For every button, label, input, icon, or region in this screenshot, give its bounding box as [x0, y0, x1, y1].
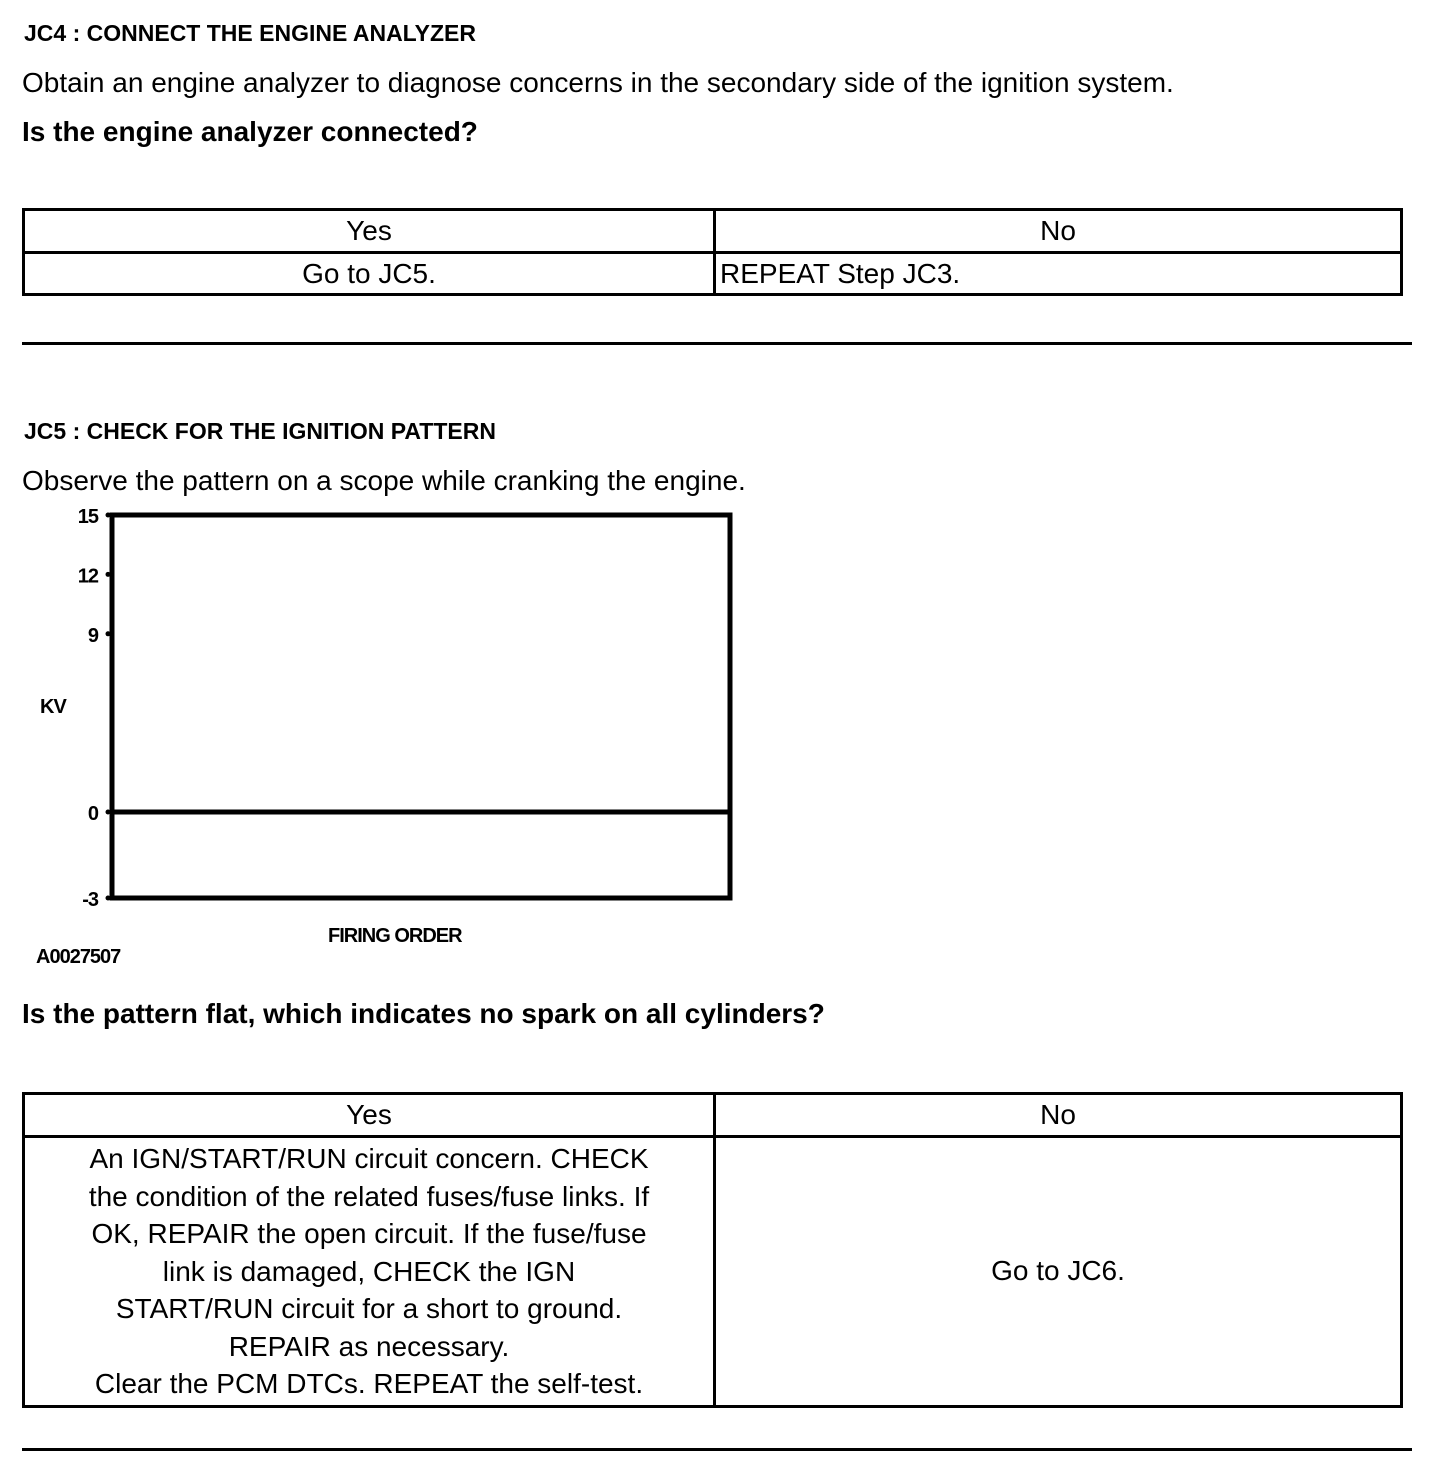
cell-no: Go to JC6.: [715, 1137, 1402, 1407]
y-tick-label: 0: [87, 803, 98, 825]
yes-line: START/RUN circuit for a short to ground.: [115, 1293, 623, 1324]
figure-id: A0027507: [36, 946, 121, 968]
jc5-title: JC5 : CHECK FOR THE IGNITION PATTERN: [24, 418, 496, 444]
header-yes: Yes: [24, 1094, 715, 1137]
x-axis-label: FIRING ORDER: [328, 925, 462, 947]
jc5-question: Is the pattern flat, which indicates no spark on all cylinders?: [22, 998, 825, 1029]
y-tick-label: -3: [82, 889, 98, 911]
header-yes: Yes: [24, 210, 715, 253]
ignition-pattern-chart: [0, 500, 760, 970]
yes-line: link is damaged, CHECK the IGN: [162, 1255, 576, 1287]
jc5-instruction: Observe the pattern on a scope while cranking the engine.: [22, 465, 746, 496]
jc4-question: Is the engine analyzer connected?: [22, 116, 478, 147]
section-divider: [22, 342, 1412, 345]
y-tick-label: 15: [77, 506, 98, 528]
yes-line: the condition of the related fuses/fuse links. If: [88, 1180, 650, 1212]
scope-frame: [112, 515, 730, 898]
jc5-answer-table: [22, 1092, 1403, 1408]
jc4-instruction: Obtain an engine analyzer to diagnose concerns in the secondary side of the ignition system.: [22, 67, 1174, 98]
y-tick-label: 12: [77, 565, 98, 588]
y-tick-label: 9: [87, 624, 98, 647]
header-no: No: [715, 1094, 1402, 1137]
cell-yes: [24, 1137, 715, 1407]
yes-line: Clear the PCM DTCs. REPEAT the self-test.: [94, 1368, 644, 1399]
cell-no: REPEAT Step JC3.: [715, 253, 1402, 295]
header-no: No: [715, 210, 1402, 253]
cell-yes: Go to JC5.: [24, 253, 715, 295]
yes-line: OK, REPAIR the open circuit. If the fuse/fuse: [91, 1218, 647, 1249]
jc4-answer-table: [22, 208, 1403, 296]
section-divider: [22, 1448, 1412, 1451]
yes-line: An IGN/START/RUN circuit concern. CHECK: [89, 1143, 649, 1174]
yes-line: REPAIR as necessary.: [228, 1330, 510, 1362]
y-axis-label: KV: [40, 696, 66, 718]
jc4-title: JC4 : CONNECT THE ENGINE ANALYZER: [24, 20, 476, 46]
